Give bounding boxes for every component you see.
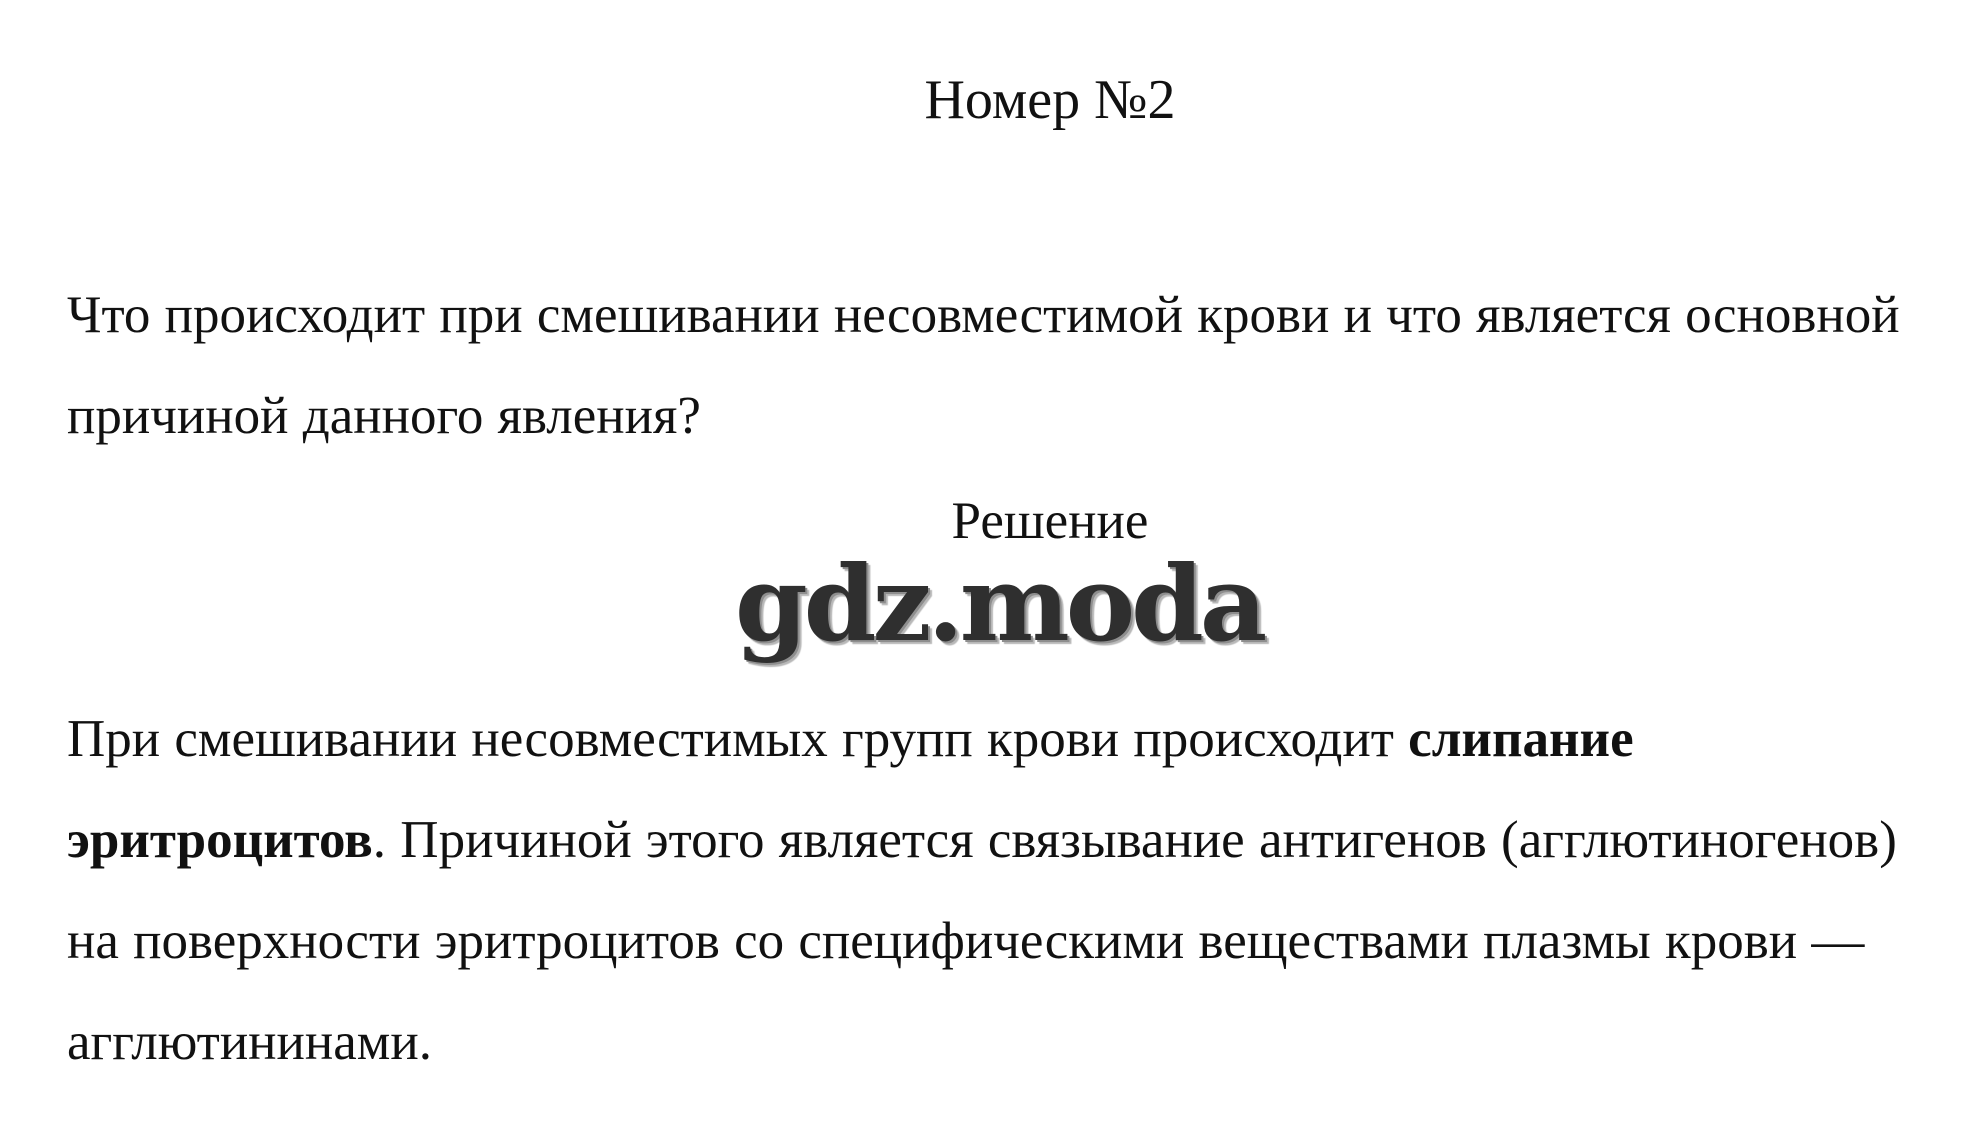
answer-rest: . Причиной этого является связывание антигенов (агглютиногенов) на поверхности эритроцитов со специфическими веществами плазмы крови — агглютининами.	[67, 811, 1897, 1071]
solution-heading: Решение	[951, 492, 1149, 550]
answer-intro: При смешивании несовместимых групп крови происходит	[67, 710, 1409, 768]
question-text: Что происходит при смешивании несовместимой крови и что является основной причиной данного явления?	[67, 286, 1900, 445]
answer-text	[67, 689, 1927, 1093]
answer-bold-term: слипание эритроцитов	[67, 710, 1634, 869]
gdz-moda-watermark: gdz.moda	[735, 542, 1264, 665]
task-title: Номер №2	[924, 69, 1176, 131]
